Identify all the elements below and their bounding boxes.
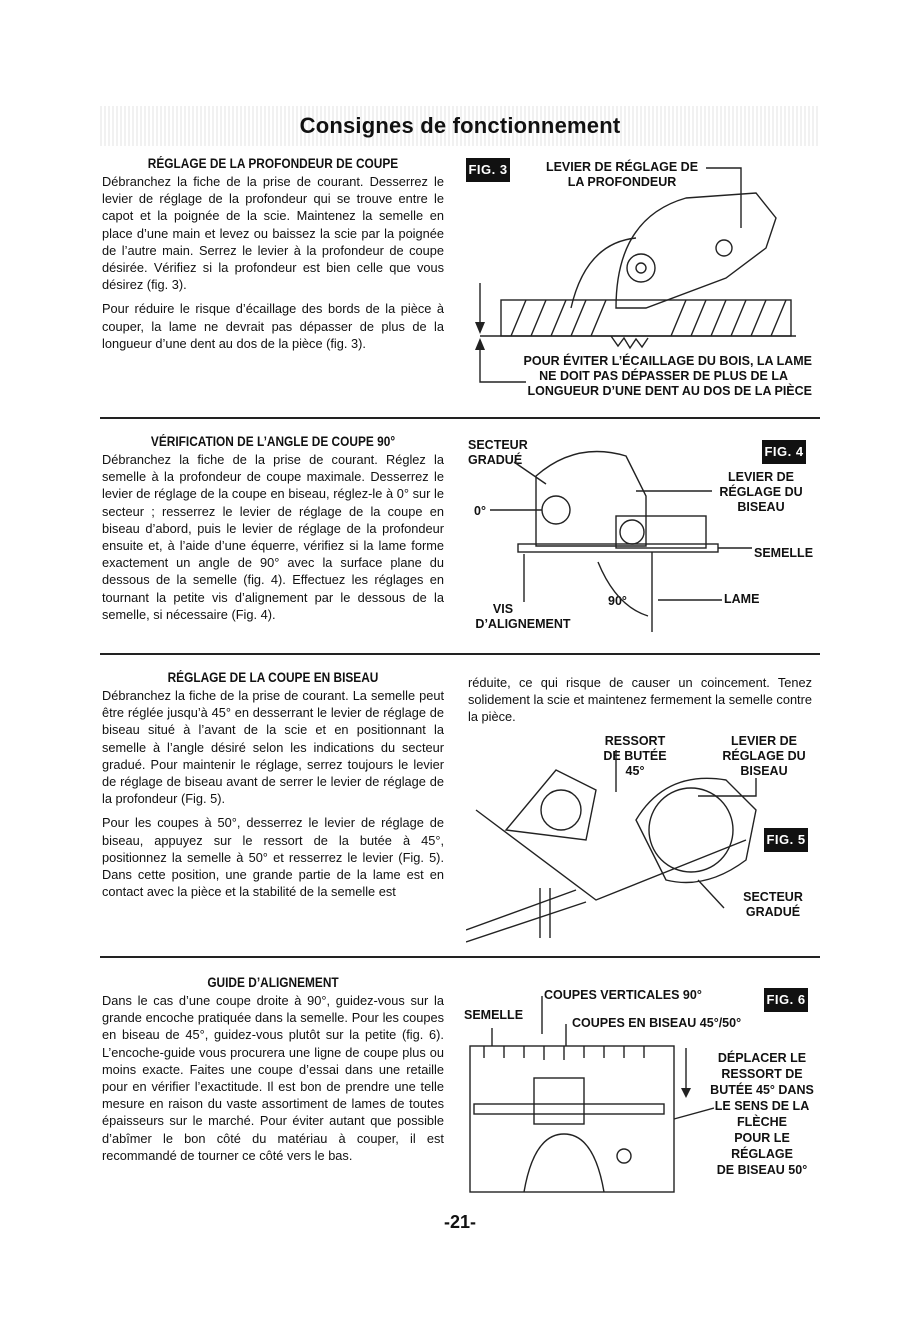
paragraph: Pour réduire le risque d’écaillage des bords de la pièce à couper, la lame ne devrait pas dépasser de plus de la longueur d’une dent au dos de la pièce (fig. 3). <box>102 301 444 351</box>
section-guide <box>102 975 444 1171</box>
callout-line: SECTEUR <box>743 890 803 904</box>
callout-line: DE BISEAU 50° <box>716 1163 808 1177</box>
clamp <box>540 888 550 938</box>
arrow-head <box>681 1088 691 1098</box>
bevel-cut-illustration <box>466 730 816 945</box>
sector-knob <box>542 496 570 524</box>
paragraph: Débranchez la fiche de la prise de courant. Desserrez le levier de réglage de la profondeur qui se trouve entre le capot et la poignée de la scie. Maintenez la semelle en place d’une main et levez ou baissez la scie par la poignée de l’autre main. Serrez le levier à la profondeur de coupe désirée. Vérifiez si la profondeur est bien celle que vous désirez (fig. 3). <box>102 174 444 293</box>
saw-body <box>616 193 776 308</box>
page-number: -21- <box>443 1212 476 1232</box>
fig-badge: FIG. 4 <box>762 440 806 464</box>
paragraph: Débranchez la fiche de la prise de courant. Réglez la semelle à la profondeur de coupe maximale. Desserrez le levier de réglage de la coupe en biseau, réglez-le à 0° sur le secteur ; resserrez le levier de réglage de la coupe en biseau d’abord, puis le levier de réglage de la profondeur ensuite et, à l’aide d’une équerre, vérifiez si la lame forme exactement un angle de 90° avec la surface plane du dessous de la semelle (fig. 4). Effectuez les réglages en tournant la petite vis d’alignement par le dessous de la semelle, si nécessaire (Fig. 4). <box>102 452 444 622</box>
figure-6 <box>464 984 816 1196</box>
workpiece-edge <box>476 810 746 900</box>
leader-line <box>674 1108 714 1119</box>
callout-line: POUR LE <box>734 1131 790 1145</box>
callout-line: RESSORT DE <box>721 1067 803 1081</box>
callout-vertical-cuts: COUPES VERTICALES 90° <box>544 988 702 1002</box>
figure-5 <box>466 730 816 950</box>
callout-line: RÉGLAGE <box>731 1147 793 1161</box>
section-angle <box>102 434 444 630</box>
bevel-illustration <box>466 436 816 636</box>
workpiece-hatching <box>511 300 786 336</box>
saw-small <box>506 770 596 840</box>
blade-guard-arc <box>524 1134 604 1192</box>
section-heading: VÉRIFICATION DE L’ANGLE DE COUPE 90° <box>150 434 396 449</box>
callout-line: GRADUÉ <box>468 453 523 467</box>
callout-90: 90° <box>608 594 627 608</box>
zoom-circle <box>649 788 733 872</box>
callout-line: SECTEUR <box>468 438 528 452</box>
section-bevel-cont <box>468 674 812 733</box>
arrow-up <box>466 336 526 386</box>
lever-hub <box>620 520 644 544</box>
paragraph: Dans le cas d’une coupe droite à 90°, guidez-vous sur la grande encoche pratiquée dans la semelle. Pour les coupes en biseau de 45°, guidez-vous plutôt sur la petite (fig. 6). L’encoche-guide vous procurera une ligne de coupe plus ou moins exacte. Faites une coupe d’essai dans une retaille pour en vérifier l’exactitude. Il est bon de prendre une telle mesure en raison du vaste assortiment de lames de toutes épaisseurs sur le marché. Pour éviter autant que possible d’abîmer le bon côté du matériau à couper, il est recommandé de tourner ce côté vers le bas. <box>102 993 444 1163</box>
callout-line: VIS <box>492 602 514 616</box>
callout-line: RÉGLAGE DU <box>722 749 806 763</box>
callout-line: FLÈCHE <box>737 1115 787 1129</box>
blade-teeth <box>611 336 648 348</box>
shoe-outline <box>470 1046 674 1192</box>
paragraph: Débranchez la fiche de la prise de courant. La semelle peut être réglée jusqu’à 45° en desserrant le levier de réglage de biseau situé à l’avant de la scie et en positionnant la semelle à l’angle désiré selon les indications du secteur gradué. Pour maintenir le réglage, serrez toujours le levier de réglage de biseau avant de serrer le levier de réglage de la profondeur (Fig. 5). <box>102 688 444 807</box>
caption-line: POUR ÉVITER L’ÉCAILLAGE DU BOIS, LA LAME <box>523 354 812 368</box>
shoe-rail <box>474 1104 664 1114</box>
figure-4 <box>466 436 816 636</box>
section-heading: RÉGLAGE DE LA PROFONDEUR DE COUPE <box>147 156 399 171</box>
notch-ticks <box>484 1046 644 1060</box>
sector-zoom <box>636 778 756 882</box>
divider <box>100 417 820 419</box>
callout-line: LEVIER DE <box>731 734 797 748</box>
callout-line: LE SENS DE LA <box>714 1099 810 1113</box>
divider <box>100 956 820 958</box>
depth-lever-knob <box>716 240 732 256</box>
paragraph: réduite, ce qui risque de causer un coincement. Tenez solidement la scie et maintenez fermement la semelle contre la pièce. <box>468 675 812 725</box>
arrow-head <box>475 322 485 334</box>
shoe-top-view <box>464 984 714 1196</box>
callout-line: GRADUÉ <box>745 905 801 919</box>
table-edge <box>466 890 586 942</box>
callout-line: BUTÉE 45° DANS <box>710 1083 814 1097</box>
callout-line: D’ALIGNEMENT <box>475 617 571 631</box>
callout-line: LEVIER DE RÉGLAGE DE <box>545 160 699 174</box>
page-title: Consignes de fonctionnement <box>100 106 820 146</box>
callout-lame: LAME <box>724 592 760 606</box>
sector <box>536 452 646 547</box>
saw-illustration <box>466 158 816 358</box>
callout-line: RESSORT <box>604 734 666 748</box>
callout-line: DÉPLACER LE <box>717 1051 807 1065</box>
leader-line <box>698 880 724 908</box>
blade-arbor <box>636 263 646 273</box>
callout-line: DE BUTÉE <box>603 749 667 763</box>
caption-line: NE DOIT PAS DÉPASSER DE PLUS DE LA <box>539 369 788 383</box>
fig-badge: FIG. 5 <box>764 828 808 852</box>
callout-line: BISEAU <box>740 764 788 778</box>
callout-zero: 0° <box>474 504 486 518</box>
paragraph: Pour les coupes à 50°, desserrez le levier de réglage de biseau, appuyez sur le ressort de la butée à 45°, positionnez la semelle à 50° et resserrez le levier (Fig. 5). Dans cette position, une grande partie de la lame est en contact avec la pièce et la stabilité de la semelle est <box>102 815 444 900</box>
callout-semelle: SEMELLE <box>754 546 814 560</box>
blade-hub <box>627 254 655 282</box>
callout-semelle: SEMELLE <box>464 1008 524 1022</box>
callout-move-spring <box>710 1050 814 1178</box>
callout-bevel-cuts: COUPES EN BISEAU 45°/50° <box>572 1016 742 1030</box>
callout-line: LEVIER DE <box>728 470 794 484</box>
saw-blade-small <box>541 790 581 830</box>
caption-line: LONGUEUR D’UNE DENT AU DOS DE LA PIÈCE <box>527 384 812 398</box>
leader-line <box>706 168 741 228</box>
callout-line: 45° <box>625 764 645 778</box>
bevel-knob <box>617 1149 631 1163</box>
divider <box>100 653 820 655</box>
callout-line: LA PROFONDEUR <box>567 175 677 189</box>
section-heading: RÉGLAGE DE LA COUPE EN BISEAU <box>167 670 379 685</box>
callout-line: BISEAU <box>737 500 785 514</box>
section-bevel <box>102 670 444 907</box>
blade-slot <box>534 1078 584 1124</box>
figure-3 <box>466 158 816 406</box>
section-depth <box>102 156 444 359</box>
section-heading: GUIDE D’ALIGNEMENT <box>207 975 339 990</box>
callout-line: RÉGLAGE DU <box>719 485 803 499</box>
fig-badge: FIG. 6 <box>764 988 808 1012</box>
angle-arc <box>598 562 648 616</box>
fig-badge: FIG. 3 <box>466 158 510 182</box>
caption-chipping <box>522 354 812 399</box>
